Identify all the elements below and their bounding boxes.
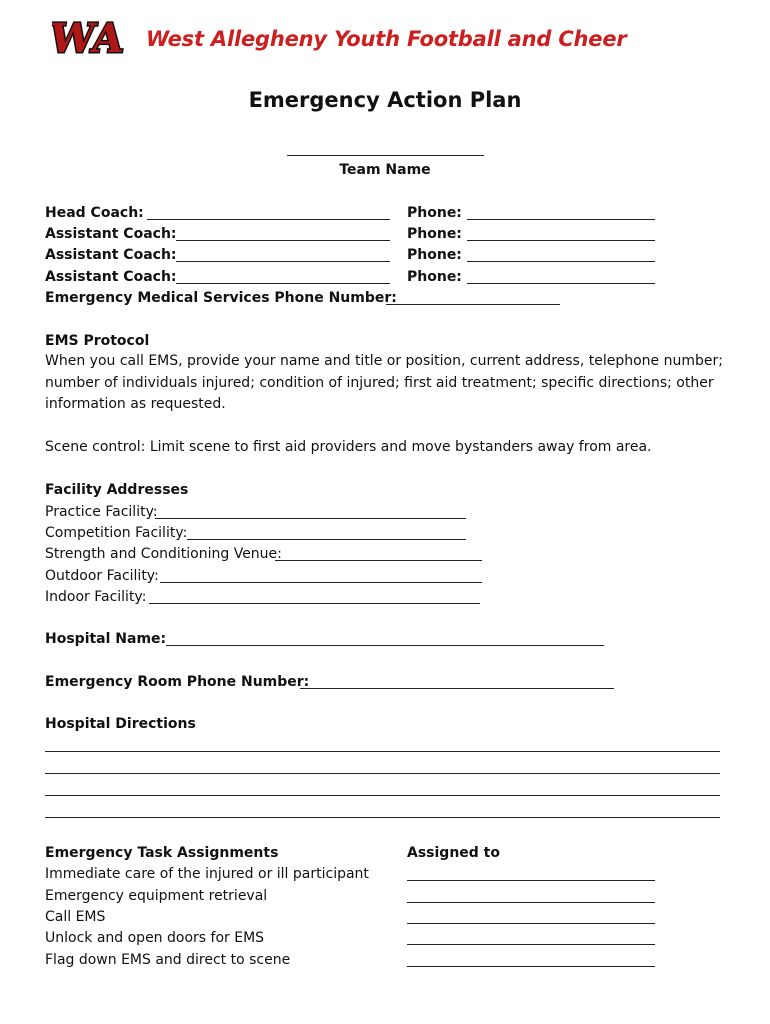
team-name-field[interactable] xyxy=(287,155,484,156)
assistant-coach-1-label: Assistant Coach: xyxy=(45,226,177,242)
wa-logo-graphic xyxy=(52,14,128,60)
hospital-directions-line-3[interactable] xyxy=(45,795,720,796)
task-item-5: Flag down EMS and direct to scene xyxy=(45,952,291,968)
ems-phone-field[interactable] xyxy=(386,304,560,305)
task-assignee-field-4[interactable] xyxy=(407,944,655,945)
outdoor-facility-label: Outdoor Facility: xyxy=(45,568,159,584)
competition-facility-label: Competition Facility: xyxy=(45,525,188,541)
er-phone-label: Emergency Room Phone Number: xyxy=(45,674,310,690)
assistant-coach-3-field[interactable] xyxy=(176,283,390,284)
assistant-coach-2-label: Assistant Coach: xyxy=(45,247,177,263)
task-item-4: Unlock and open doors for EMS xyxy=(45,930,265,946)
assistant-coach-1-phone-field[interactable] xyxy=(467,240,655,241)
outdoor-facility-field[interactable] xyxy=(160,582,482,583)
organization-title: West Allegheny Youth Football and Cheer xyxy=(146,27,627,51)
task-item-2: Emergency equipment retrieval xyxy=(45,888,268,904)
ems-protocol-text: When you call EMS, provide your name and title or position, current address, telephone number; number of individuals injured; condition of injured; first aid treatment; specific directions; other information as requested. xyxy=(45,353,723,412)
head-coach-row xyxy=(45,204,144,222)
hospital-directions-line-2[interactable] xyxy=(45,773,720,774)
head-coach-label: Head Coach: xyxy=(45,205,144,221)
head-coach-phone-field[interactable] xyxy=(467,219,655,220)
task-assignee-field-2[interactable] xyxy=(407,902,655,903)
team-name-label: Team Name xyxy=(339,162,431,178)
hospital-name-field[interactable] xyxy=(166,645,604,646)
strength-conditioning-field[interactable] xyxy=(275,560,482,561)
wa-logo xyxy=(52,14,128,60)
assistant-coach-3-label: Assistant Coach: xyxy=(45,269,177,285)
assigned-to-heading: Assigned to xyxy=(407,845,500,861)
strength-conditioning-label: Strength and Conditioning Venue: xyxy=(45,546,282,562)
facility-addresses-heading: Facility Addresses xyxy=(45,482,189,498)
head-coach-field[interactable] xyxy=(147,219,390,220)
hospital-directions-heading: Hospital Directions xyxy=(45,716,196,732)
ems-protocol-heading: EMS Protocol xyxy=(45,333,150,349)
indoor-facility-field[interactable] xyxy=(149,603,480,604)
practice-facility-label: Practice Facility: xyxy=(45,504,158,520)
task-assignee-field-3[interactable] xyxy=(407,923,655,924)
assistant-coach-2-phone-label: Phone: xyxy=(407,247,462,263)
head-coach-phone-label: Phone: xyxy=(407,205,462,221)
assistant-coach-2-phone-field[interactable] xyxy=(467,261,655,262)
practice-facility-field[interactable] xyxy=(155,518,466,519)
competition-facility-field[interactable] xyxy=(187,539,466,540)
ems-phone-label: Emergency Medical Services Phone Number: xyxy=(45,290,397,306)
task-item-3: Call EMS xyxy=(45,909,106,925)
indoor-facility-label: Indoor Facility: xyxy=(45,589,147,605)
hospital-directions-line-4[interactable] xyxy=(45,817,720,818)
assistant-coach-1-field[interactable] xyxy=(176,240,390,241)
hospital-directions-line-1[interactable] xyxy=(45,751,720,752)
task-assignee-field-5[interactable] xyxy=(407,966,655,967)
assistant-coach-1-phone-label: Phone: xyxy=(407,226,462,242)
hospital-name-label: Hospital Name: xyxy=(45,631,167,647)
scene-control-text: Scene control: Limit scene to first aid providers and move bystanders away from area. xyxy=(45,439,652,455)
assistant-coach-3-phone-field[interactable] xyxy=(467,283,655,284)
assistant-coach-3-phone-label: Phone: xyxy=(407,269,462,285)
task-item-1: Immediate care of the injured or ill participant xyxy=(45,866,369,882)
document-title: Emergency Action Plan xyxy=(248,88,522,112)
task-assignments-heading: Emergency Task Assignments xyxy=(45,845,279,861)
task-assignee-field-1[interactable] xyxy=(407,880,655,881)
logo-text: WA xyxy=(52,15,127,60)
assistant-coach-2-field[interactable] xyxy=(176,261,390,262)
er-phone-field[interactable] xyxy=(300,688,614,689)
